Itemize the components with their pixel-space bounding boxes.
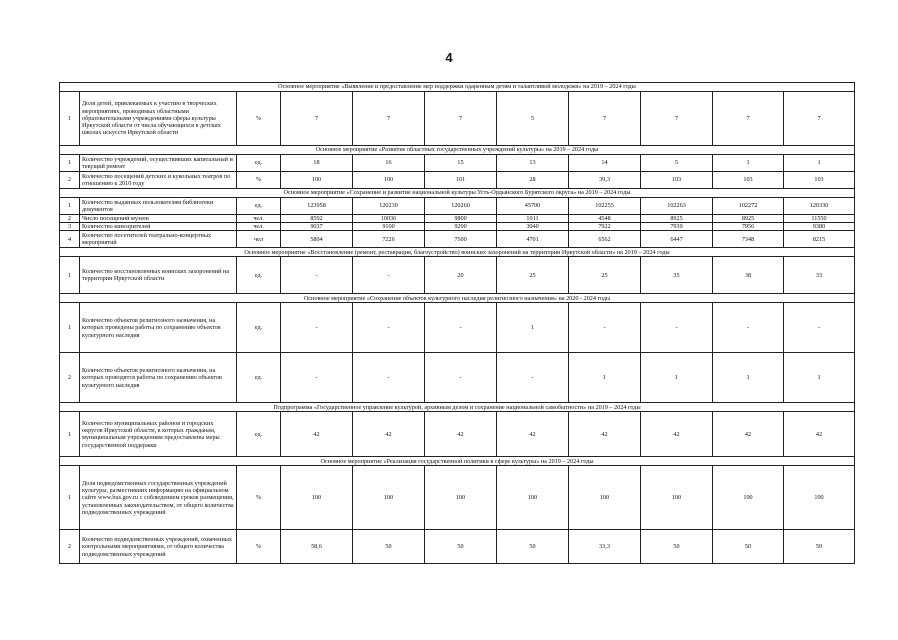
- unit-cell: ед.: [237, 155, 281, 172]
- section-row: [60, 189, 855, 198]
- section-row: [60, 294, 855, 303]
- section-row: [60, 403, 855, 412]
- value-cell: 100: [281, 466, 353, 530]
- value-cell: 1: [713, 155, 784, 172]
- section-title: Основное мероприятие «Сохранение и развитие национальной культуры Усть-Ордынского Бурятского округа» на 2019 – 2024 годы: [60, 189, 855, 198]
- page-number: 4: [445, 50, 453, 65]
- indicator-name: Количество объектов религиозного назначения, на которых проведены работы по сохранению объектов культурного наследия: [80, 303, 237, 353]
- value-cell: 4548: [569, 215, 641, 223]
- row-number: 4: [60, 231, 80, 248]
- value-cell: 14: [569, 155, 641, 172]
- unit-cell: %: [237, 92, 281, 146]
- value-cell: 100: [353, 172, 425, 189]
- value-cell: 5804: [281, 231, 353, 248]
- value-cell: 33: [784, 257, 855, 294]
- row-number: 1: [60, 257, 80, 294]
- unit-cell: ед.: [237, 257, 281, 294]
- section-title: Основное мероприятие «Реализация государственной политики в сфере культуры» на 2019 – 2024 годы: [60, 457, 855, 466]
- indicator-name: Количество учреждений, осуществивших капитальный и текущий ремонт: [80, 155, 237, 172]
- value-cell: 45700: [497, 198, 569, 215]
- section-title: Основное мероприятие «Сохранение объектов культурного наследия религиозного назначения» на 2020 - 2024 годы: [60, 294, 855, 303]
- value-cell: -: [497, 353, 569, 403]
- unit-cell: %: [237, 172, 281, 189]
- row-number: 1: [60, 303, 80, 353]
- unit-cell: ед.: [237, 303, 281, 353]
- value-cell: 50: [713, 530, 784, 564]
- value-cell: -: [353, 353, 425, 403]
- section-row: [60, 248, 855, 257]
- value-cell: -: [281, 353, 353, 403]
- value-cell: 123958: [281, 198, 353, 215]
- value-cell: -: [641, 303, 713, 353]
- value-cell: 7: [425, 92, 497, 146]
- value-cell: 9037: [281, 223, 353, 231]
- value-cell: 4701: [497, 231, 569, 248]
- value-cell: 42: [713, 412, 784, 457]
- table-row: [60, 198, 855, 215]
- value-cell: -: [281, 257, 353, 294]
- value-cell: 100: [425, 466, 497, 530]
- value-cell: 42: [569, 412, 641, 457]
- table-row: [60, 155, 855, 172]
- value-cell: 7: [569, 92, 641, 146]
- value-cell: 103: [641, 172, 713, 189]
- table-row: [60, 172, 855, 189]
- value-cell: 33,3: [569, 530, 641, 564]
- value-cell: 58,6: [281, 530, 353, 564]
- row-number: 2: [60, 215, 80, 223]
- indicators-table: [59, 82, 855, 564]
- value-cell: 10036: [353, 215, 425, 223]
- value-cell: -: [425, 303, 497, 353]
- value-cell: 6562: [569, 231, 641, 248]
- table-row: [60, 231, 855, 248]
- value-cell: 1: [784, 155, 855, 172]
- value-cell: 102263: [641, 198, 713, 215]
- table-row: [60, 353, 855, 403]
- row-number: 2: [60, 172, 80, 189]
- value-cell: -: [784, 303, 855, 353]
- value-cell: 50: [641, 530, 713, 564]
- value-cell: 35: [641, 257, 713, 294]
- value-cell: 42: [281, 412, 353, 457]
- section-title: Основное мероприятие «Развитие областных государственных учреждений культуры» на 2019 – 2024 годы: [60, 146, 855, 155]
- value-cell: 1: [713, 353, 784, 403]
- unit-cell: чел: [237, 231, 281, 248]
- value-cell: 38: [713, 257, 784, 294]
- section-title: Основное мероприятие «Выявление и предоставление мер поддержки одаренным детям и талантливой молодежи» на 2019 – 2024 годы: [60, 83, 855, 92]
- value-cell: 39,3: [569, 172, 641, 189]
- value-cell: 6447: [641, 231, 713, 248]
- value-cell: 25: [569, 257, 641, 294]
- unit-cell: чел.: [237, 215, 281, 223]
- row-number: 1: [60, 412, 80, 457]
- value-cell: 100: [353, 466, 425, 530]
- value-cell: 8925: [641, 215, 713, 223]
- value-cell: 101: [425, 172, 497, 189]
- value-cell: 8592: [281, 215, 353, 223]
- indicator-name: Доля подведомственных государственных учреждений культуры, разместивших информацию на официальном сайте www.bus.gov.ru с соблюдением сроков размещения, установленных законодательством, от общего количества подведомственных учреждений: [80, 466, 237, 530]
- table-row: [60, 466, 855, 530]
- value-cell: 7500: [425, 231, 497, 248]
- value-cell: 5: [497, 92, 569, 146]
- value-cell: 103: [784, 172, 855, 189]
- value-cell: 100: [641, 466, 713, 530]
- value-cell: 1: [784, 353, 855, 403]
- value-cell: 120230: [353, 198, 425, 215]
- value-cell: 18: [281, 155, 353, 172]
- value-cell: 1: [569, 353, 641, 403]
- indicator-name: Количество выданных пользователям библиотеки документов: [80, 198, 237, 215]
- value-cell: 50: [353, 530, 425, 564]
- value-cell: 8215: [784, 231, 855, 248]
- row-number: 1: [60, 198, 80, 215]
- value-cell: 120260: [425, 198, 497, 215]
- value-cell: 7: [713, 92, 784, 146]
- value-cell: 103: [713, 172, 784, 189]
- value-cell: 7226: [353, 231, 425, 248]
- row-number: 2: [60, 353, 80, 403]
- value-cell: 13: [497, 155, 569, 172]
- value-cell: 42: [641, 412, 713, 457]
- value-cell: 7922: [569, 223, 641, 231]
- section-title: Основное мероприятие «Восстановление (ремонт, реставрация, благоустройство) воинских захоронений на территории Иркутской области» на 2019 – 2024 годы: [60, 248, 855, 257]
- section-row: [60, 457, 855, 466]
- indicator-name: Количество муниципальных районов и городских округов Иркутской области, в которых гражданам, муниципальным учреждениям предоставлены меры государственной поддержки: [80, 412, 237, 457]
- value-cell: 9380: [784, 223, 855, 231]
- value-cell: 50: [784, 530, 855, 564]
- value-cell: 7: [353, 92, 425, 146]
- value-cell: 100: [497, 466, 569, 530]
- value-cell: -: [713, 303, 784, 353]
- table-row: [60, 257, 855, 294]
- indicator-name: Количество объектов религиозного назначения, на которых проводятся работы по сохранению объектов культурного наследия: [80, 353, 237, 403]
- value-cell: 11550: [784, 215, 855, 223]
- value-cell: 42: [353, 412, 425, 457]
- value-cell: 7939: [641, 223, 713, 231]
- value-cell: 7956: [713, 223, 784, 231]
- unit-cell: ед.: [237, 412, 281, 457]
- value-cell: 42: [425, 412, 497, 457]
- value-cell: 25: [497, 257, 569, 294]
- value-cell: 5: [641, 155, 713, 172]
- row-number: 2: [60, 530, 80, 564]
- value-cell: 8925: [713, 215, 784, 223]
- section-title: Подпрограмма «Государственное управление культурой, архивным делом и сохранение национальной самобытности» на 2019 – 2024 годы: [60, 403, 855, 412]
- value-cell: 50: [497, 530, 569, 564]
- unit-cell: ед.: [237, 353, 281, 403]
- value-cell: 28: [497, 172, 569, 189]
- indicator-name: Количество посетителей театрально-концертных мероприятий: [80, 231, 237, 248]
- value-cell: 9800: [425, 215, 497, 223]
- table-row: [60, 303, 855, 353]
- row-number: 3: [60, 223, 80, 231]
- indicator-name: Количество восстановленных воинских захоронений на территории Иркутской области: [80, 257, 237, 294]
- value-cell: 20: [425, 257, 497, 294]
- unit-cell: %: [237, 466, 281, 530]
- value-cell: 9100: [353, 223, 425, 231]
- value-cell: 7348: [713, 231, 784, 248]
- value-cell: 1011: [497, 215, 569, 223]
- table-row: [60, 530, 855, 564]
- value-cell: 1: [641, 353, 713, 403]
- indicator-name: Количество посещений детских и кукольных театров по отношению к 2010 году: [80, 172, 237, 189]
- value-cell: 42: [497, 412, 569, 457]
- section-row: [60, 146, 855, 155]
- value-cell: -: [353, 303, 425, 353]
- value-cell: 102255: [569, 198, 641, 215]
- value-cell: 100: [713, 466, 784, 530]
- value-cell: 16: [353, 155, 425, 172]
- table-row: [60, 412, 855, 457]
- indicator-name: Доля детей, привлекаемых к участию в творческих мероприятиях, проводимых областными образовательными учреждениями сферы культуры Иркутской области от числа обучающихся в детских школах искусств Иркутской области: [80, 92, 237, 146]
- indicator-name: Количество кинозрителей: [80, 223, 237, 231]
- value-cell: 7: [641, 92, 713, 146]
- value-cell: 3040: [497, 223, 569, 231]
- row-number: 1: [60, 92, 80, 146]
- value-cell: -: [281, 303, 353, 353]
- table-row: [60, 92, 855, 146]
- table-row: [60, 215, 855, 223]
- value-cell: -: [569, 303, 641, 353]
- table-row: [60, 223, 855, 231]
- value-cell: 100: [281, 172, 353, 189]
- unit-cell: чел.: [237, 223, 281, 231]
- value-cell: 102272: [713, 198, 784, 215]
- unit-cell: ед.: [237, 198, 281, 215]
- value-cell: 1: [497, 303, 569, 353]
- value-cell: 100: [784, 466, 855, 530]
- indicator-name: Число посещений музеев: [80, 215, 237, 223]
- section-row: [60, 83, 855, 92]
- indicator-name: Количество подведомственных учреждений, охваченных контрольными мероприятиями, от общего количества подведомственных учреждений: [80, 530, 237, 564]
- value-cell: 7: [784, 92, 855, 146]
- value-cell: 15: [425, 155, 497, 172]
- value-cell: 50: [425, 530, 497, 564]
- value-cell: -: [353, 257, 425, 294]
- value-cell: 7: [281, 92, 353, 146]
- value-cell: 42: [784, 412, 855, 457]
- row-number: 1: [60, 466, 80, 530]
- unit-cell: %: [237, 530, 281, 564]
- row-number: 1: [60, 155, 80, 172]
- table-body: [60, 83, 855, 564]
- value-cell: 100: [569, 466, 641, 530]
- value-cell: -: [425, 353, 497, 403]
- value-cell: 120330: [784, 198, 855, 215]
- value-cell: 9200: [425, 223, 497, 231]
